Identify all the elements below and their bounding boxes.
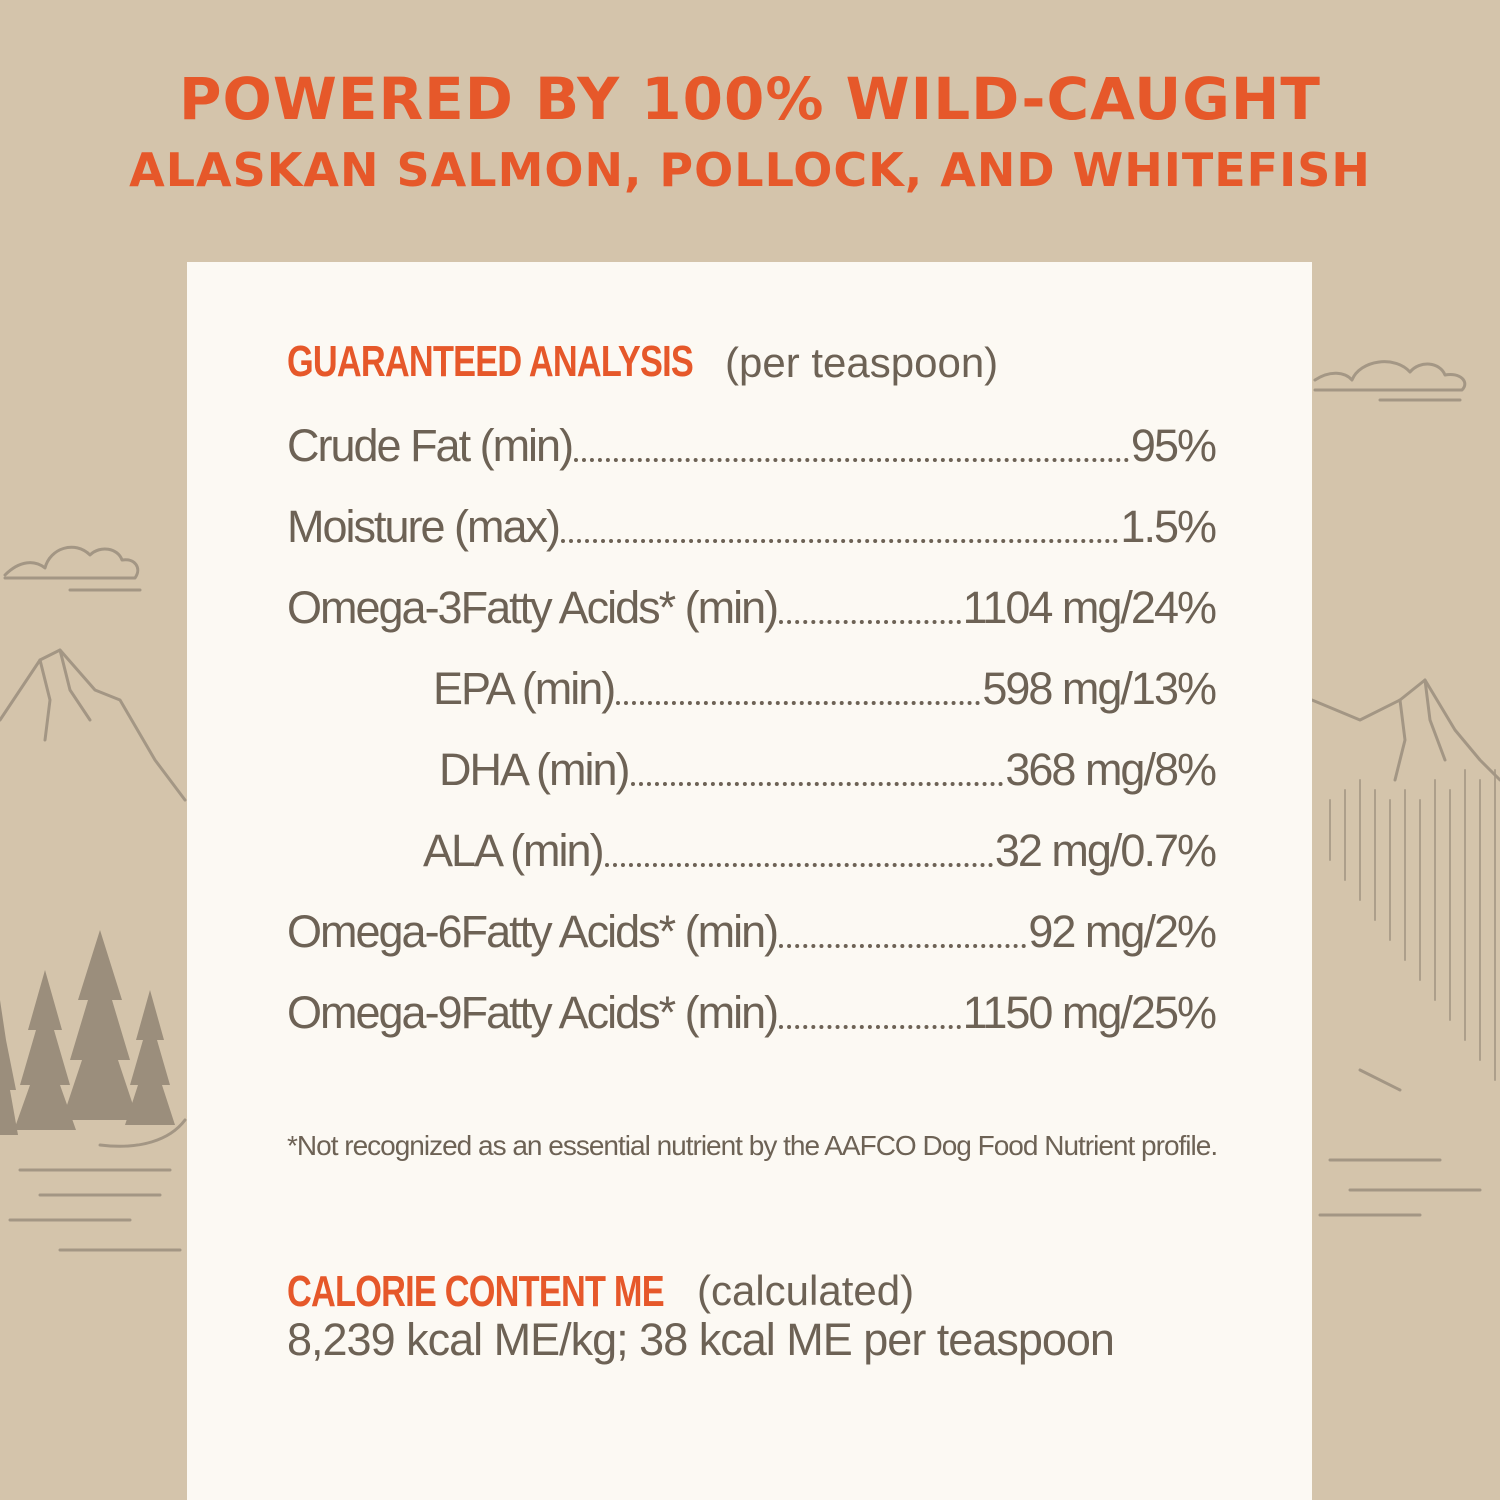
guaranteed-analysis-title: GUARANTEED ANALYSIS	[287, 337, 693, 386]
calorie-content-subtitle: (calculated)	[697, 1267, 915, 1314]
analysis-row-moisture	[287, 493, 1215, 552]
headline-primary: POWERED BY 100% WILD-CAUGHT	[179, 65, 1321, 133]
analysis-row-value: 1150 mg/25%	[962, 987, 1215, 1038]
analysis-row-label: Omega-9Fatty Acids* (min)	[287, 987, 778, 1038]
dot-leader	[616, 700, 980, 705]
analysis-row-dha	[439, 736, 1215, 795]
cloud-icon	[1315, 362, 1465, 390]
dot-leader	[574, 457, 1129, 462]
analysis-row-value: 368 mg/8%	[1005, 744, 1215, 795]
analysis-row-value: 598 mg/13%	[982, 663, 1215, 714]
analysis-row-omega-3	[287, 574, 1215, 633]
analysis-row-value: 32 mg/0.7%	[994, 825, 1215, 876]
dot-leader	[779, 943, 1026, 948]
dot-leader	[779, 1024, 960, 1029]
analysis-row-label: Moisture (max)	[287, 501, 560, 552]
analysis-row-ala	[423, 817, 1215, 876]
dot-leader	[779, 619, 960, 624]
guaranteed-analysis-subtitle: (per teaspoon)	[725, 339, 999, 386]
analysis-row-value: 92 mg/2%	[1028, 906, 1215, 957]
pine-trees-icon	[0, 930, 175, 1135]
cloud-icon	[5, 547, 138, 578]
analysis-row-value: 1104 mg/24%	[962, 582, 1215, 633]
analysis-row-epa	[433, 655, 1215, 714]
analysis-row-omega-6	[287, 898, 1215, 957]
analysis-row-omega-9	[287, 979, 1215, 1038]
analysis-row-crude-fat	[287, 412, 1215, 471]
mountain-icon	[0, 650, 185, 800]
analysis-row-label: DHA (min)	[439, 744, 629, 795]
analysis-row-label: Omega-6Fatty Acids* (min)	[287, 906, 778, 957]
analysis-row-value: 1.5%	[1120, 501, 1215, 552]
nutrition-card	[187, 262, 1312, 1500]
forest-hatching-icon	[1330, 770, 1495, 1080]
calorie-content-title: CALORIE CONTENT ME	[287, 1267, 664, 1316]
analysis-row-label: Omega-3Fatty Acids* (min)	[287, 582, 778, 633]
aafco-footnote: *Not recognized as an essential nutrient by the AAFCO Dog Food Nutrient profile.	[287, 1130, 1218, 1161]
analysis-row-value: 95%	[1130, 420, 1215, 471]
mountain-icon	[1312, 680, 1500, 780]
calorie-content-heading	[287, 1267, 915, 1316]
analysis-row-label: EPA (min)	[433, 663, 615, 714]
dot-leader	[561, 538, 1118, 543]
dot-leader	[605, 862, 993, 867]
analysis-row-label: Crude Fat (min)	[287, 420, 573, 471]
analysis-row-label: ALA (min)	[423, 825, 603, 876]
calorie-content-value: 8,239 kcal ME/kg; 38 kcal ME per teaspoon	[287, 1314, 1114, 1365]
dot-leader	[631, 781, 1004, 786]
headline-secondary: ALASKAN SALMON, POLLOCK, AND WHITEFISH	[129, 143, 1371, 197]
guaranteed-analysis-heading	[287, 337, 999, 386]
